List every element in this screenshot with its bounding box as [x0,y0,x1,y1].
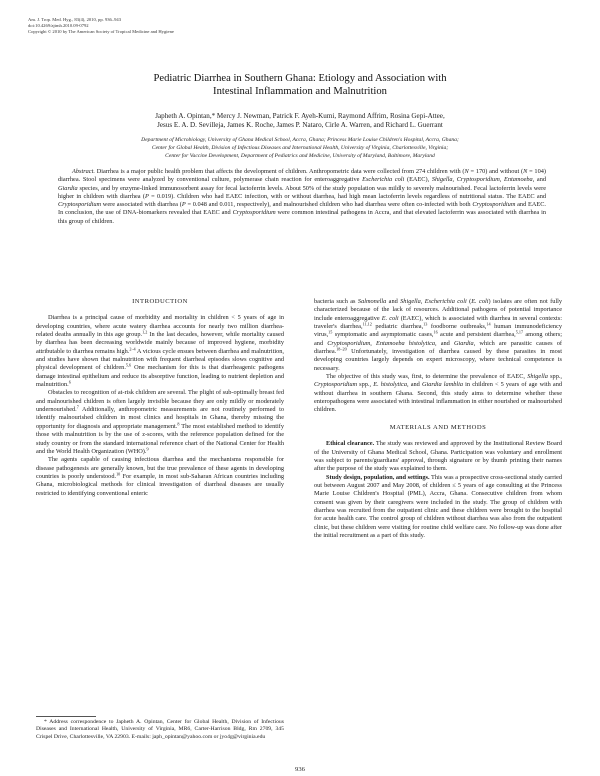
doi: doi:10.4269/ajtmh.2010.09-0792 [28,23,89,29]
methods-paragraph-design: Study design, population, and settings. This was a prospective cross-sectional study carried out between August 2007 and May 2008, of children ≤ 5 years of age consulting at the Princess Marie Louise Children's Hospital (PML), Accra, Ghana. Consecutive children from whom consent was given by their caregivers were included in the study. The group of children with diarrhea was recruited from the outpatient clinic and these children were brought to the hospital for acute health care. The control group of children without diarrhea was also from the outpatient clinic, but these children were visiting for routine child welfare care. No follow-up was done after the initial recruitment as a part of this study. [314,473,562,539]
correspondence-footnote: * Address correspondence to Japheth A. Opintan, Center for Global Health, Division of Infectious Diseases and International Health, University of Virginia, MR6, Carter-Harrison Bldg, Rm 2709, 345 Crispel Drive, Charlottesville, VA 22903. E-mails: japh_opintan@yahoo.com or jyo4g@virginia.edu [36,719,284,740]
intro-paragraph-3: The agents capable of causing infectious diarrhea and the mechanisms responsible for disease pathogenesis are generally known, but the true prevalence of these agents in developing countries is poorly understood.$^{10}$ For example, in most sub-Saharan African countries including Ghana, microbiological methods for clinical investigation of diarrheal diseases are usually restricted to identifying conventional enteric [36,456,284,497]
journal-citation: Am. J. Trop. Med. Hyg., 83(4), 2010, pp. 936–943 [28,17,122,22]
intro-paragraph-objective: The objective of this study was, first, to determine the prevalence of EAEC, Shigella spp., Cryptosporidium spp., E. histolytica, and Giardia lamblia in children < 5 years of age with and without diarrhea in southern Ghana. Second, this study aims to determine whether these enteropathogens were associated with intestinal inflammation in either nourished or malnourished children. [314,373,563,414]
intro-paragraph-1: Diarrhea is a principal cause of morbidity and mortality in children < 5 years of age in developing countries, where acute watery diarrhea accounts for nearly two million diarrhea-related deaths annually in this age group.$^{1,2}$ In the last decades, however, while mortality caused by diarrhea has been decreasing worldwide mainly because of improved hygiene, morbidity attributable to diarrhea remains high.$^{2-4}$ A vicious cycle ensues between diarrhea and malnutrition, and studies have shown that malnutrition with frequent diarrheal episodes slows cognitive and physical development of children.$^{5,6}$ One mechanism for this is that diarrheagenic pathogens damage intestinal epithelium and reduce its absorptive function, leading to nutrient depletion and malnutrition.$^6$ [36,314,285,389]
journal-header [28,17,174,36]
footnote-divider [36,716,96,717]
left-column [36,298,284,498]
affiliations: Department of Microbiology, University of Ghana Medical School, Accra, Ghana; Princess Marie Louise Children's Hospital, Accra, Ghana; Center for Global Health, Division of Infectious Diseases and International Health, University of Virginia, Charlottesville, Virginia; Center for Vaccine Development, Department of Pediatrics and Medicine, University of Maryland, Baltimore, Maryland [141,137,459,159]
page-number: 936 [295,766,305,773]
intro-paragraph-2: Obstacles to recognition of at-risk children are several. The plight of sub-optimally breast fed and malnourished children is often largely invisible because they are only mildly or moderately undernourished.$^7$ Additionally, anthropometric measurements are not routinely performed to identify malnourished children in most clinics and hospitals in Ghana, thereby missing the opportunity for diagnosis and appropriate management.$^8$ The most established method to identify those with malnutrition is by the use of z-scores, with the reference population defined for the study country or from the standard international reference chart of the National Center for Health and the World Health Organization (WHO).$^9$ [36,389,284,455]
copyright: Copyright © 2010 by The American Society of Tropical Medicine and Hygiene [28,29,174,35]
intro-paragraph-3-continued: bacteria such as Salmonella and Shigella, Escherichia coli (E. coli) isolates are often not fully characterized because of the lack of resources. Additional pathogens of potential importance include enteroaggregative E. coli (EAEC), which is associated with diarrhea in several contexts: traveler's diarrhea,$^{11,12}$ pediatric diarrhea,$^{13}$ foodborne outbreaks,$^{14}$ human immunodeficiency virus,$^{15}$ symptomatic and asymptomatic cases,$^{16}$ acute and persistent diarrhea,$^{5,17}$ among others; and Cryptosporidium, Entamoeba histolytica, and Giardia, which are parasitic causes of diarrhea.$^{18-20}$ Unfortunately, investigation of diarrhea caused by these parasites in most developing countries largely depends on expert microscopy, where technical competence is necessary. [314,298,563,372]
abstract-label: Abstract. [72,168,95,175]
section-heading-methods: MATERIALS AND METHODS [389,423,487,431]
author-list: Japheth A. Opintan,* Mercy J. Newman, Patrick F. Ayeh-Kumi, Raymond Affrim, Rosina Gepi-Attee, Jesus E. A. D. Sevilleja, James K. Roche, James P. Nataro, Cirle A. Warren, and Richard L. Guerrant [155,112,445,130]
right-column [314,298,562,540]
abstract: Abstract. Diarrhea is a major public health problem that affects the development of children. Anthropometric data were collected from 274 children with (N = 170) and without (N = 104) diarrhea. Stool specimens were analyzed by conventional culture, polymerase chain reaction for enteroaggregative Escherichia coli (EAEC), Shigella, Cryptosporidium, Entamoeba, and Giardia species, and by enzyme-linked immunosorbent assay for fecal lactoferrin levels. About 50% of the study population was mildly to severely malnourished. Fecal lactoferrin levels were higher in children with diarrhea (P = 0.019). Children who had EAEC infection, with or without diarrhea, had high mean lactoferrin levels regardless of nutritional status. The EAEC and Cryptosporidium were associated with diarrhea (P = 0.048 and 0.011, respectively), and malnourished children who had diarrhea were often co-infected with both Cryptosporidium and EAEC. In conclusion, the use of DNA-biomarkers revealed that EAEC and Cryptosporidium were common intestinal pathogens in Accra, and that elevated lactoferrin was associated with diarrhea in this group of children. [58,168,547,225]
methods-paragraph-ethics: Ethical clearance. The study was reviewed and approved by the Institutional Review Board of the University of Ghana Medical School, Ghana. Participation was voluntary and enrollment was subject to parents/guardians' approval, through signature or by thumb printing their names after the purpose of the study was explained to them. [314,440,562,473]
article-title: Pediatric Diarrhea in Southern Ghana: Etiology and Association with Intestinal Inflammation and Malnutrition [153,73,447,97]
section-heading-introduction: INTRODUCTION [132,298,188,305]
